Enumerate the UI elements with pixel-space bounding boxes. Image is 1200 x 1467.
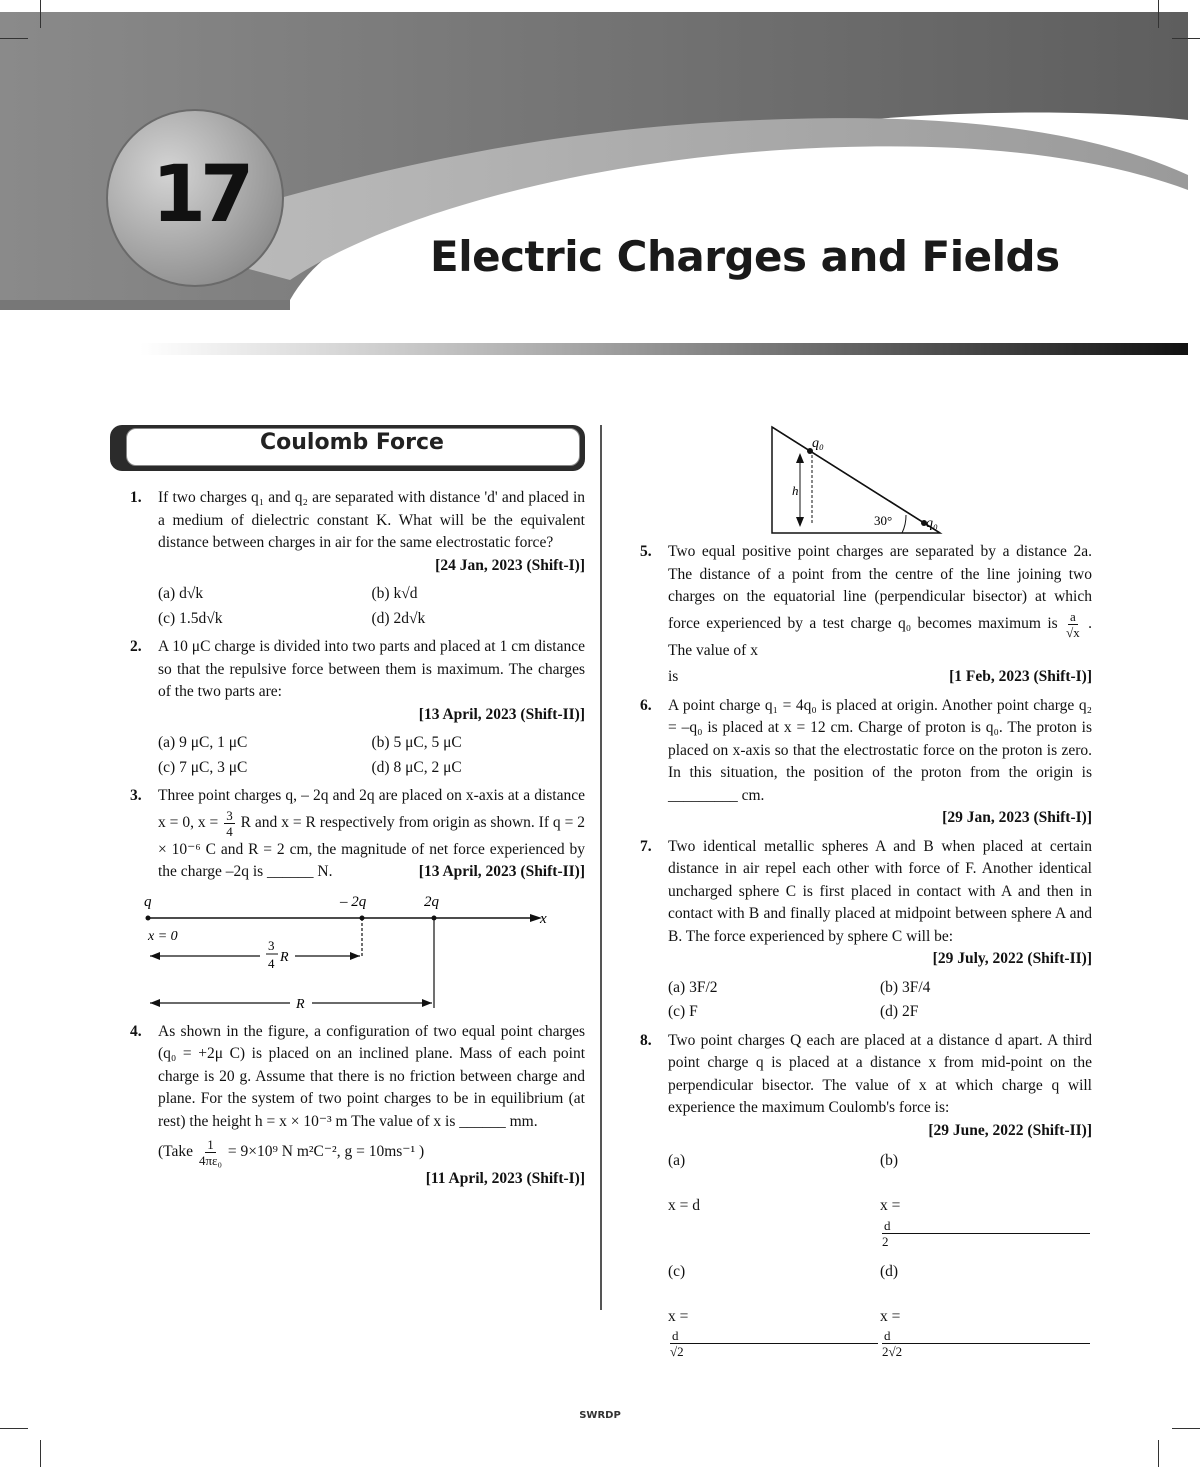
inclined-plane-figure — [640, 425, 1092, 535]
fig-label-minus2q: – 2q — [340, 893, 367, 910]
question-text: Three point charges q, – 2q and 2q are placed on x-axis at a distance — [158, 787, 585, 804]
chapter-number: 17 — [151, 150, 249, 240]
fig-label-q: q — [144, 893, 152, 910]
svg-text:h: h — [792, 483, 799, 498]
take-label: (Take — [158, 1143, 194, 1161]
question-text-is: is — [668, 668, 679, 685]
question-number: 5. — [640, 543, 652, 560]
question-8 — [640, 1030, 1092, 1143]
question-reference: [13 April, 2023 (Shift-II)] — [418, 705, 585, 723]
question-7 — [640, 836, 1092, 971]
question-text: If two charges q₁ and q₂ are separated with distance 'd' and placed in a medium of dielectric constant K. What will be the equivalent distance between charges in air for the same electrostatic force? — [158, 489, 585, 551]
question-number: 7. — [640, 837, 652, 855]
take-values: = 9×10⁹ N m²C⁻², g = 10ms⁻¹ ) — [227, 1143, 425, 1161]
question-reference: [13 April, 2023 (Shift-II)] — [418, 863, 585, 880]
question-number: 4. — [130, 1022, 142, 1040]
question-reference: [24 Jan, 2023 (Shift-I)] — [435, 556, 585, 574]
option-d[interactable]: (d) x = d 2√2 — [880, 1261, 1092, 1360]
crop-mark — [0, 1428, 28, 1429]
svg-text:q₀: q₀ — [812, 436, 824, 451]
question-number: 1. — [130, 489, 142, 506]
crop-mark — [1172, 1428, 1200, 1429]
question-text: Two equal positive point charges are separated by a distance 2a. The distance of a point from the centre of the line joining two charges on the equatorial line (perpendicular bisector) at which force experienced by a test charge q₀ becomes maximum is — [668, 543, 1092, 632]
question-reference: [29 June, 2022 (Shift-II)] — [928, 1121, 1092, 1139]
option-c[interactable]: (c) F — [668, 1003, 698, 1020]
option-d[interactable]: (d) 8 μC, 2 μC — [371, 758, 462, 776]
section-header — [110, 425, 585, 473]
question-reference: [1 Feb, 2023 (Shift-I)] — [949, 668, 1092, 685]
question-text: Two point charges Q each are placed at a distance d apart. A third point charge q is placed at a distance x from mid-point on the perpendicular bisector. The value of x at which charge q will experience the maximum Coulomb's force is: — [668, 1031, 1092, 1116]
question-5 — [640, 541, 1092, 689]
question-reference: [29 Jan, 2023 (Shift-I)] — [942, 809, 1092, 826]
question-text-cont: R and x = R respectively from origin as shown. If q = 2 × 10⁻⁶ C and R = 2 cm, the magnitude of net force experienced by the charge –2q is ______ N. — [158, 813, 586, 880]
option-a[interactable]: (a) x = d — [668, 1152, 700, 1214]
question-6 — [640, 695, 1092, 830]
crop-mark — [1158, 1440, 1159, 1467]
right-column — [640, 425, 1092, 1365]
fraction: $\frac{a}{√x}$ — [1066, 608, 1080, 640]
option-a[interactable]: (a) 3F/2 — [668, 978, 718, 996]
chapter-title: Electric Charges and Fields — [430, 232, 1060, 281]
column-divider — [600, 425, 602, 1310]
svg-text:3: 3 — [268, 937, 275, 953]
crop-mark — [40, 0, 41, 28]
option-a[interactable]: (a) d√k — [158, 585, 204, 602]
question-reference: [29 July, 2022 (Shift-II)] — [932, 950, 1092, 967]
option-b[interactable]: (b) x = d 2 — [880, 1150, 1092, 1249]
page-footer: SWRDP — [579, 1410, 621, 1421]
options — [130, 583, 585, 630]
options — [130, 732, 585, 779]
fig-origin-label: x = 0 — [148, 928, 178, 944]
svg-text:4: 4 — [268, 955, 275, 971]
fig-label-2q: 2q — [424, 893, 439, 910]
svg-text:30°: 30° — [874, 513, 893, 528]
charges-axis-figure — [130, 890, 585, 1015]
svg-text:q₀: q₀ — [926, 516, 938, 531]
question-math: x = 0, x = — [158, 813, 219, 831]
question-1 — [130, 487, 585, 577]
header-rule — [140, 343, 1188, 355]
svg-text:R: R — [296, 996, 305, 1012]
option-d[interactable]: (d) 2F — [880, 1003, 919, 1020]
option-d[interactable]: (d) 2d√k — [371, 609, 426, 627]
fraction: $\frac{1}{\text{4πε₀}}$ — [198, 1137, 222, 1168]
svg-text:R: R — [280, 949, 289, 965]
question-reference: [11 April, 2023 (Shift-I)] — [425, 1170, 585, 1187]
option-c[interactable]: (c) 7 μC, 3 μC — [158, 758, 248, 776]
options — [640, 977, 1092, 1024]
question-number: 8. — [640, 1031, 652, 1049]
question-text: As shown in the figure, a configuration of two equal point charges (q₀ = +2μ C) is placed on an inclined plane. Mass of each point charge is 20 g. Assume that there is no friction between charge and plane. For the system of two point charges to be in equilibrium (at rest) the height h = x × 10⁻³ m The value of x is ______ mm. — [158, 1022, 585, 1130]
question-text-cont: . The value of x — [668, 614, 1092, 659]
option-c[interactable]: (c) 1.5d√k — [158, 609, 223, 627]
crop-mark — [1158, 0, 1159, 28]
question-number: 2. — [130, 638, 142, 655]
question-number: 6. — [640, 696, 652, 714]
option-c[interactable]: (c) x = d √2 — [668, 1261, 880, 1360]
option-b[interactable]: (b) 5 μC, 5 μC — [371, 734, 462, 751]
question-text: A 10 μC charge is divided into two parts and placed at 1 cm distance so that the repulsive force between them is maximum. The charges of the two parts are: — [158, 638, 585, 700]
option-b[interactable]: (b) k√d — [371, 585, 418, 602]
question-4 — [130, 1021, 585, 1191]
fraction: $\frac{3}{4}$ — [226, 807, 233, 839]
question-text: A point charge q₁ = 4q₀ is placed at origin. Another point charge q₂ = –q₀ is placed at x = 12 cm. Charge of proton is q₀. The proton is placed on x-axis so that the electrostatic force on the proton is zero. In this situation, the position of the proton from the origin is _________ cm. — [668, 696, 1092, 804]
fig-axis-label: x — [540, 910, 547, 927]
option-b[interactable]: (b) 3F/4 — [880, 978, 931, 996]
crop-mark — [1172, 38, 1200, 39]
option-a[interactable]: (a) 9 μC, 1 μC — [158, 734, 248, 751]
question-3 — [130, 785, 585, 884]
crop-mark — [0, 38, 28, 39]
left-column — [130, 425, 585, 1197]
section-title: Coulomb Force — [260, 430, 444, 455]
question-2 — [130, 636, 585, 726]
crop-mark — [40, 1440, 41, 1467]
question-text: Two identical metallic spheres A and B when placed at certain distance in air repel each other with force of F. Another identical uncharged sphere C is first placed in contact with A and then in contact with B and finally placed at midpoint between sphere A and B. The force experienced by sphere C will be: — [668, 837, 1092, 945]
question-number: 3. — [130, 787, 142, 804]
options — [640, 1150, 1092, 1359]
